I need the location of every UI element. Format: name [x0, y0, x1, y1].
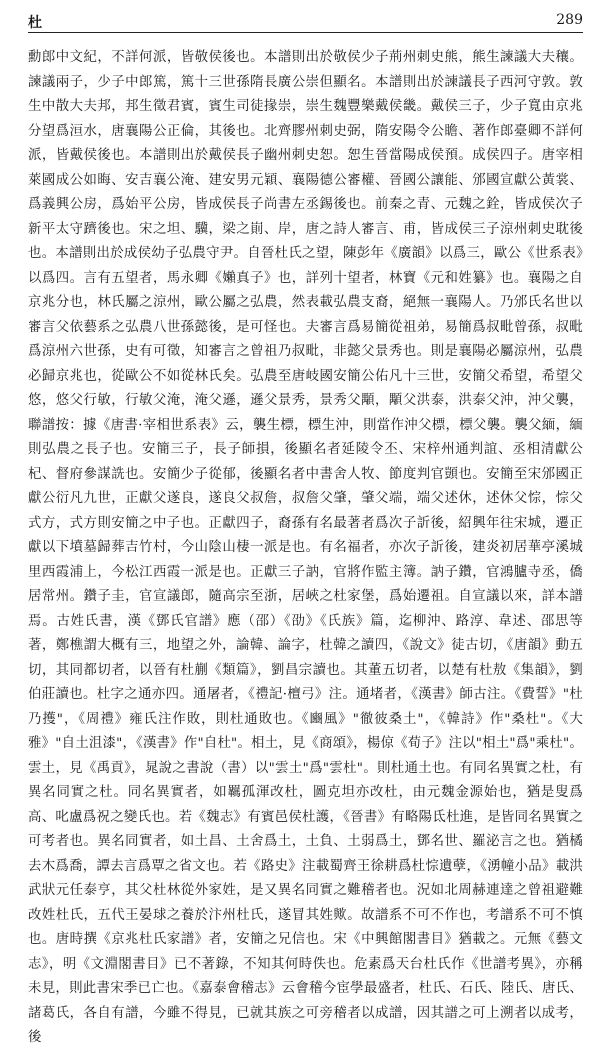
body-paragraph: 勳郎中文紀，不詳何派，皆敬侯後也。本譜則出於敬侯少子荊州刺史熊，熊生諫議大夫穰。諫議兩子，少子中郎篤，篤十三世孫隋長廣公崇但顯名。本譜則出於諫議長子西河守敦。敦生中散大夫邦，邦生徵君賓，賓生司徒掾崇，崇生魏豐樂戴侯畿。戴侯三子，少子寬由京兆分望爲洹水，唐襄陽公正倫，其後也。北齊膠州刺史弼，隋安陽令公瞻、著作郎臺卿不詳何派，皆戴侯後也。本譜則出於戴侯長子幽州刺史恕。恕生晉當陽成侯預。成侯四子。唐宰相萊國成公如晦、安吉襄公淹、建安男元穎、襄陽德公審權、晉國公讓能、邠國宣獻公黃裳、爲義興公房，爲始平公房，皆成侯長子尚書左丞錫後也。前秦之青、元魏之銓，皆成侯次子新平太守躋後也。宋之坦、驥，梁之崱、岸，唐之詩人審言、甫，皆成侯三子涼州刺史耽後也。本譜則出於成侯幼子弘農守尹。自晉杜氏之望，陳彭年《廣韻》以爲三，歐公《世系表》以爲四。言有五望者，馬永卿《嬾真子》也，詳列十望者，林寶《元和姓纂》也。襄陽之自京兆分也，林氏屬之涼州，歐公屬之弘農，然表載弘農支裔，絕無一襄陽人。乃邠氏名世以審言父依藝系之弘農八世孫懿後，是可怪也。夫審言爲易簡從祖弟，易簡爲叔毗曾孫，叔毗爲涼州六世孫，史有可徵，知審言之曾祖乃叔毗，非懿父景秀也。則是襄陽必屬涼州，弘農必歸京兆也，從歐公不如從林氏矣。弘農至唐岐國安簡公佑凡十三世，安簡父希望，希望父悠，悠父行敏，行敏父淹，淹父遜，遜父景秀，景秀父顒，顒父洪泰，洪泰父沖，沖父襲，聯譜按：據《唐書·宰相世系表》云，襲生標，標生沖，則當作沖父標，標父襲。襲父緬，緬則弘農之長子也。安簡三子，長子師損，後顯名者延陵令丕、宋梓州通判誼、丞相清獻公杞、督府參謀詵也。安簡少子從郁，後顯名者中書舍人牧、節度判官顗也。安簡至宋邠國正獻公衍凡九世，正獻父遂良，遂良父叔詹，叔詹父肇，肇父端，端父述休，述休父悰，悰父式方，式方則安簡之中子也。正獻四子，裔孫有名最著者爲次子訢後，紹興年往宋城，遷正獻以下墳墓歸葬吉竹村，今山陰山棲一派是也。有名福者，亦次子訢後，建炎初居華亭溪城里西霞浦上，今松江西霞一派是也。正獻三子訥，官將作監主簿。訥子鑽，官鴻臚寺丞，僑居常州。鑽子圭，官宣議郎，隨高宗至浙，居峽之杜家堡，爲始遷祖。自宣議以來，詳本譜焉。古姓氏書，漢《鄧氏官譜》應（邵）《劭》《氏族》篇，迄柳沖、路淳、韋述、邵思等著，鄭樵謂大概有三，地望之外，論韓、論字，杜韓之讀四，《說文》徒古切，《唐韻》動五切，其同都切者，以晉有杜蒯《類篇》，劉昌宗讀也。其董五切者，以楚有杜敖《集韻》，劉伯莊讀也。杜字之通亦四。通屠者，《禮記·檀弓》注。通堵者，《漢書》師古注。《費誓》"杜乃擭"，《周禮》雍氏注作敗，則杜通敗也。《豳風》"徹彼桑土"，《韓詩》作"桑杜"。《大雅》"自土沮漆"，《漢書》作"自杜"。相土，見《商頌》，楊倞《荀子》注以"相土"爲"乘杜"。雲土，見《禹貢》，晁說之書說（書）以"雲土"爲"雲杜"。則杜通土也。有同名異實之杜，有異名同實之杜。同名異實者，如羈孤渾改杜，圖克坦亦改杜，由元魏金源始也，猶是叟爲高、叱盧爲祝之變氏也。若《魏志》有賓邑侯杜護，《晉書》有略陽氐杜進，是皆同名異實之可考者也。異名同實者，如土昌、土舍爲土，土負、土弱爲土，鄧名世、羅泌言之也。猶橘去木爲喬，譚去言爲覃之省文也。若《路史》注載蜀齊王徐耕爲杜悰遺孽，《湧幢小品》載洪武狀元任泰亨，其父杜林從外家姓，是又異名同實之難稽者也。況如北周赫連達之曾祖避難改姓杜氏，五代王晏球之養於汴州杜氏，遂冒其姓歟。故譜系不可不作也，考譜系不可不慎也。唐時撰《京兆杜氏家譜》者，安簡之兄信也。宋《中興館閣書目》猶載之。元無《藝文志》，明《文淵閣書目》已不著錄，不知其何時佚也。危素爲天台杜氏作《世譜考異》，亦稱未見，則此書宋季已亡也。《嘉泰會稽志》云會稽今宦學最盛者，杜氏、石氏、陸氏、唐氏、諸葛氏，各自有譜，今雖不得見，已就其族之可旁稽者以成譜，因其譜之可上溯者以成考，後	[28, 50, 583, 1045]
body-text-block	[28, 46, 583, 1045]
page-number: 289	[556, 12, 583, 28]
running-title: 杜	[28, 15, 42, 31]
running-header	[28, 10, 583, 33]
